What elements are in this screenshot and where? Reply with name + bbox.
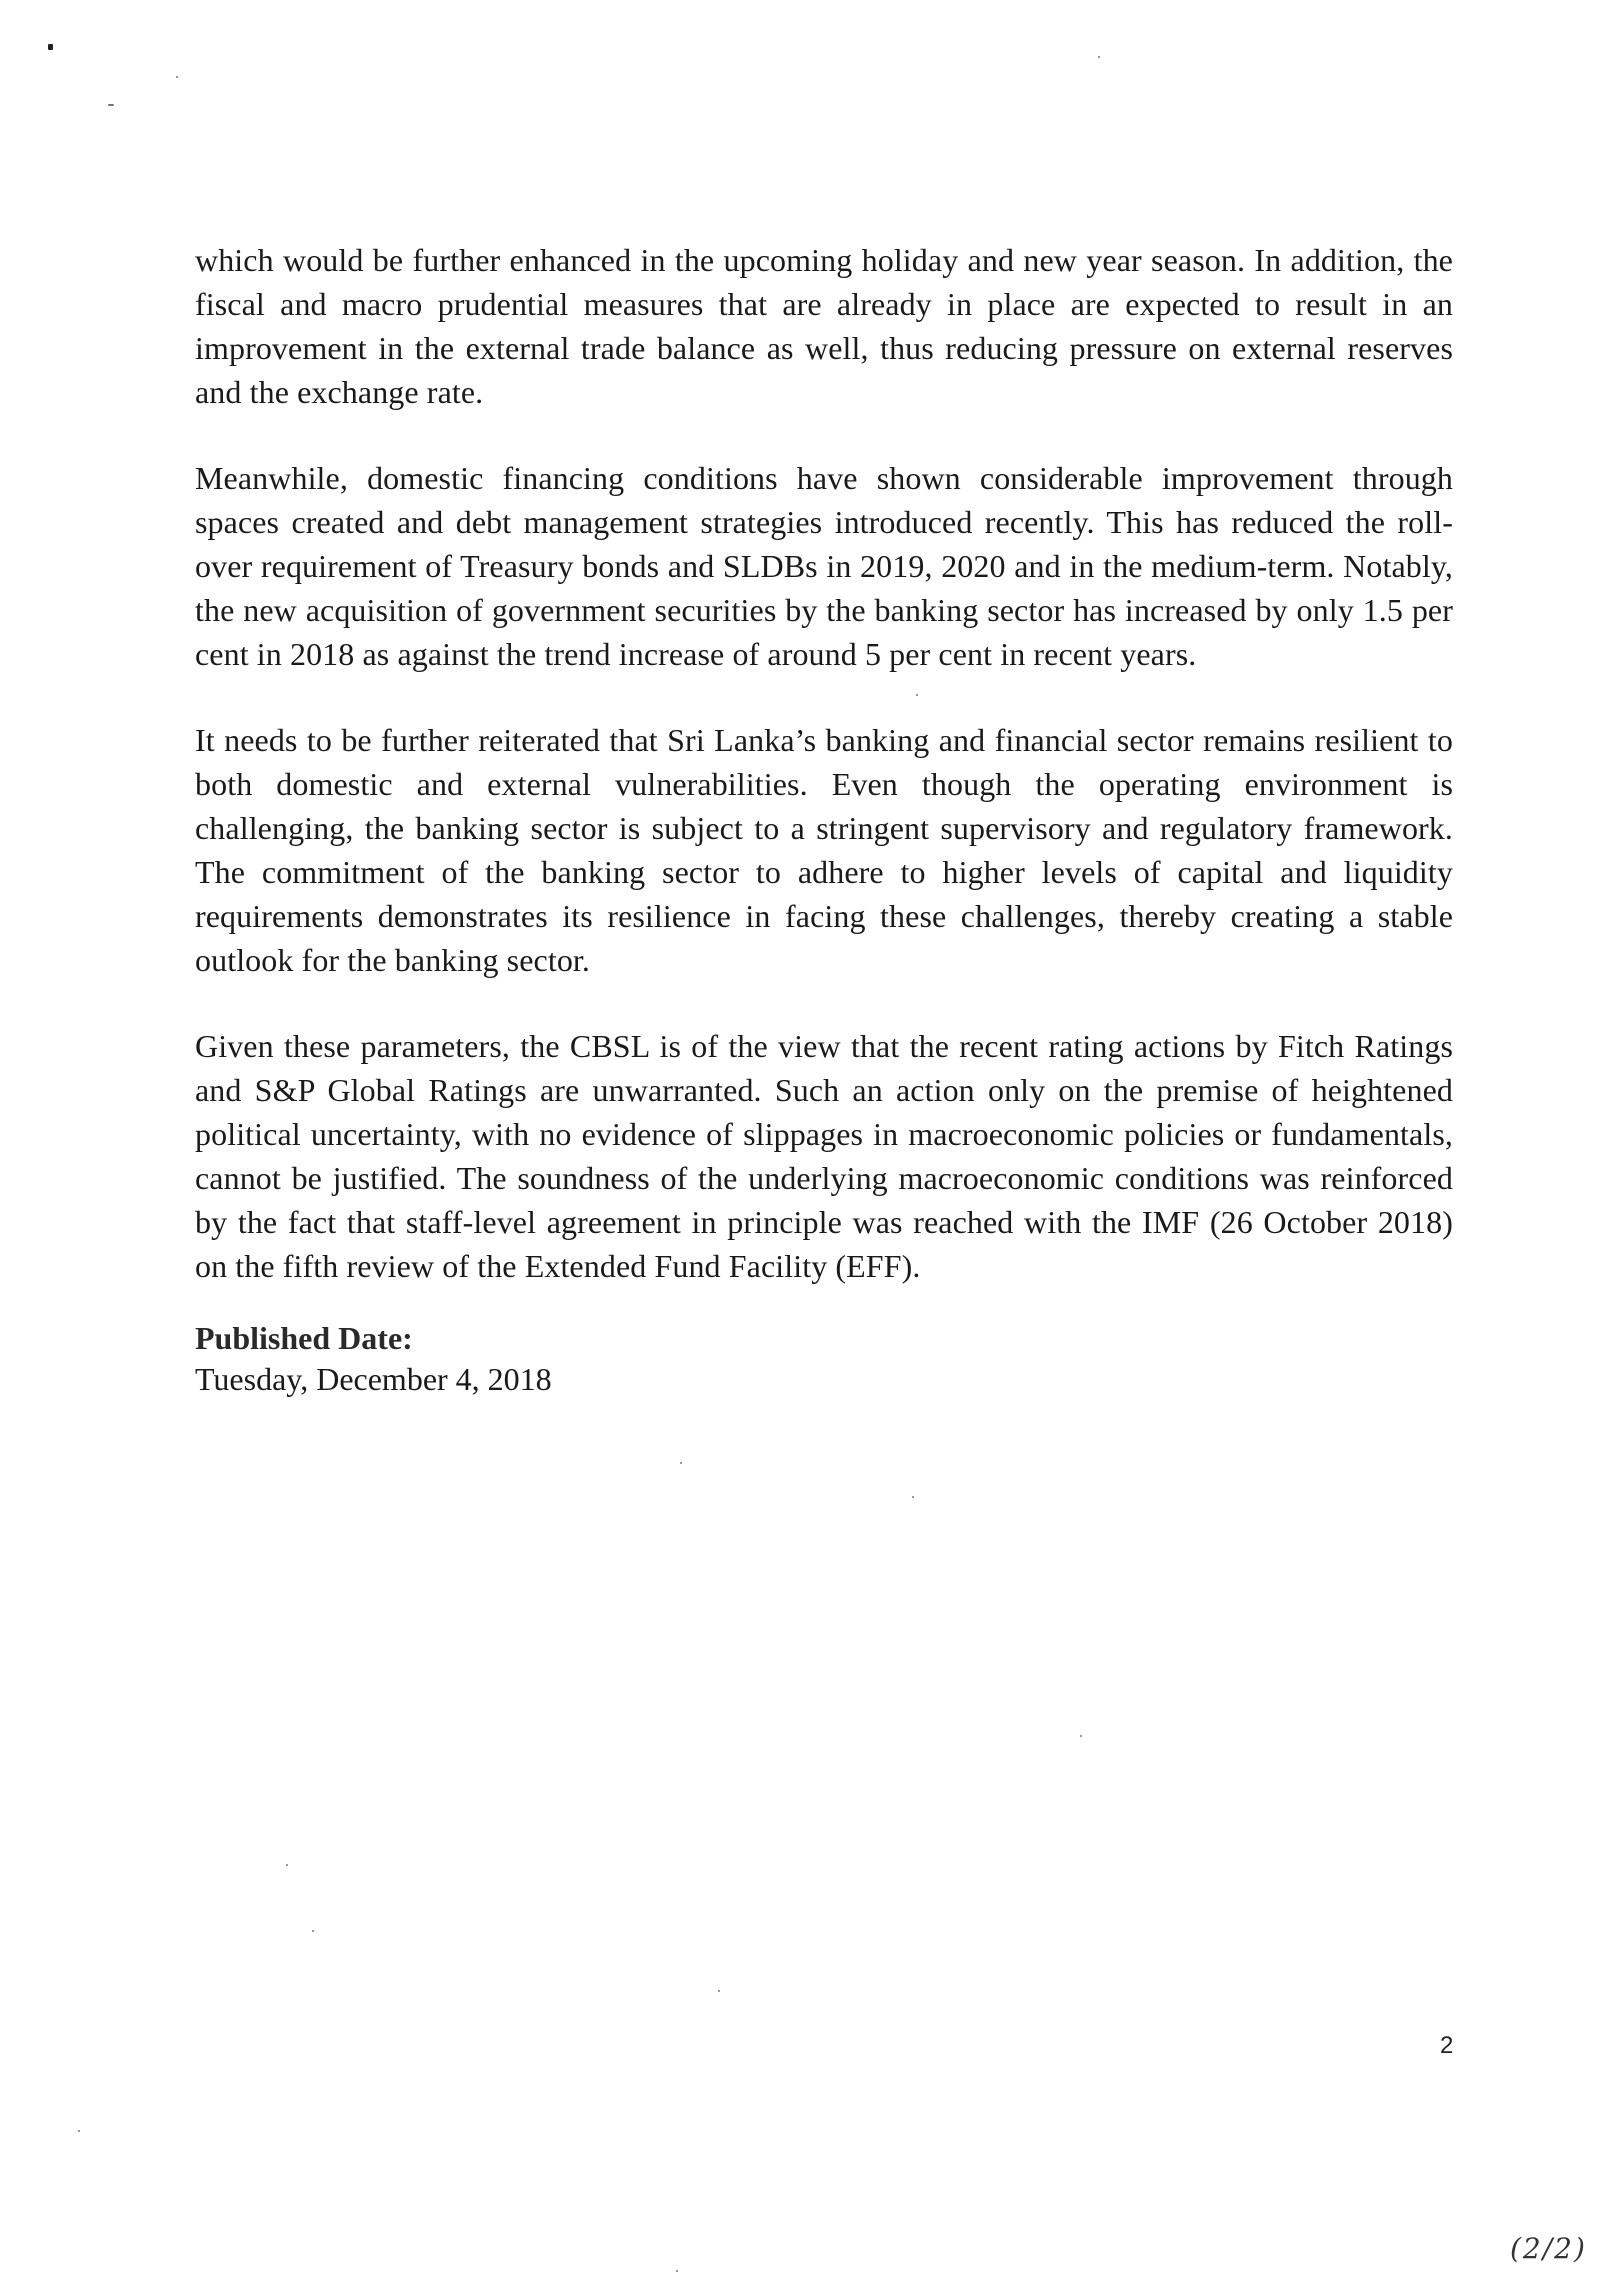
scan-speck [312, 1930, 314, 1932]
scan-speck [718, 1990, 720, 1992]
scan-speck [1098, 56, 1100, 58]
scan-speck [48, 44, 53, 50]
published-date-label: Published Date: [195, 1320, 413, 1356]
scan-speck [176, 76, 178, 78]
document-body [195, 238, 1453, 1400]
scan-speck [676, 2270, 678, 2272]
page-number: 2 [1440, 2032, 1454, 2059]
scan-speck [912, 1496, 914, 1498]
scan-speck [1080, 1735, 1082, 1737]
scan-speck [108, 104, 114, 106]
paragraph-trade-balance: which would be further enhanced in the upcoming holiday and new year season. In addition, the fiscal and macro prudential measures that are already in place are expected to result in an improvement in the external trade balance as well, thus reducing pressure on external reserves and the exchange rate. [195, 242, 1453, 410]
scan-speck [78, 2130, 80, 2132]
scan-speck [286, 1864, 288, 1866]
scan-speck [680, 1462, 682, 1464]
paragraph-banking-resilience: It needs to be further reiterated that Sri Lanka’s banking and financial sector remains resilient to both domestic and external vulnerabilities. Even though the operating environment is challenging, the banking sector is subject to a stringent supervisory and regulatory framework. The commitment of the banking sector to adhere to higher levels of capital and liquidity requirements demonstrates its resilience in facing these challenges, thereby creating a stable outlook for the banking sector. [195, 722, 1453, 978]
published-date-value: Tuesday, December 4, 2018 [195, 1361, 552, 1397]
handwritten-page-mark: (2/2) [1510, 2232, 1587, 2265]
paragraph-financing-conditions: Meanwhile, domestic financing conditions have shown considerable improvement through spaces created and debt management strategies introduced recently. This has reduced the roll-over requirement of Treasury bonds and SLDBs in 2019, 2020 and in the medium-term. Notably, the new acquisition of government securities by the banking sector has increased by only 1.5 per cent in 2018 as against the trend increase of around 5 per cent in recent years. [195, 460, 1453, 672]
paragraph-rating-actions: Given these parameters, the CBSL is of the view that the recent rating actions by Fitch Ratings and S&P Global Ratings are unwarranted. Such an action only on the premise of heightened political uncertainty, with no evidence of slippages in macroeconomic policies or fundamentals, cannot be justified. The soundness of the underlying macroeconomic conditions was reinforced by the fact that staff-level agreement in principle was reached with the IMF (26 October 2018) on the fifth review of the Extended Fund Facility (EFF). [195, 1028, 1453, 1284]
